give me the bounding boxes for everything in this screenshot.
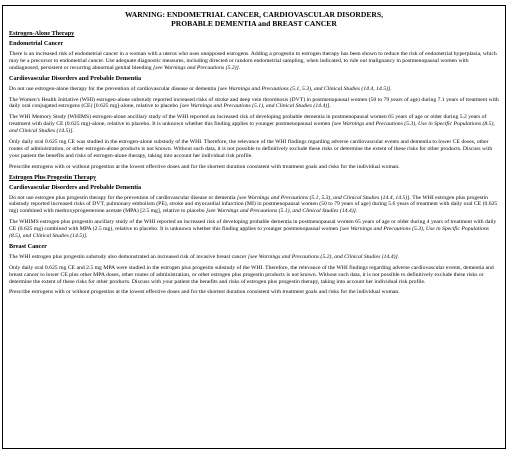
section-heading-estrogen-alone: Estrogen-Alone Therapy (9, 30, 75, 38)
paragraph-cardio-alone-1 (9, 86, 499, 93)
paragraph-breast-1 (9, 254, 499, 261)
reference-text: [see Warnings and Precautions (5.3), Use in Specific Populations (8.5), and Clinical Studies (14.5)]. (9, 121, 495, 135)
paragraph-endometrial-1 (9, 51, 499, 72)
reference-text: [see Warnings and Precautions (5.2)]. (153, 64, 241, 71)
reference-text: [see Warnings and Precautions (5.2), and Clinical Studies (14.4)]. (247, 253, 400, 260)
paragraph-cardio-alone-2 (9, 97, 499, 111)
paragraph-cardio-alone-3 (9, 114, 499, 135)
warning-title-line-1: WARNING: ENDOMETRIAL CANCER, CARDIOVASCULAR DISORDERS, (124, 10, 384, 19)
warning-title-line-2: PROBABLE DEMENTIA and BREAST CANCER (171, 18, 337, 28)
paragraph-breast-3: Prescribe estrogens with or without progestins at the lowest effective doses and for the shortest duration consistent with treatment goals and risks for the individual woman. (9, 289, 400, 296)
paragraph-cardio-progestin-2 (9, 219, 499, 240)
boxed-warning (2, 5, 506, 449)
section-heading-estrogen-plus-progestin: Estrogen Plus Progestin Therapy (9, 173, 97, 181)
reference-text: [see Warnings and Precautions (5.3), Use in Specific Populations (8.5), and Clinical Studies (14.5)]. (9, 226, 489, 240)
reference-text: [see Warnings and Precautions (5.1), and Clinical Studies (14.4)]. (179, 103, 331, 110)
paragraph-cardio-alone-4: Only daily oral 0.625 mg CE was studied in the estrogen-alone substudy of the WHI. Therefore, the relevance of the WHI findings regarding adverse cardiovascular events and dementia to lower CE doses, other routes of administration, or other estrogen-alone products is not known. Without such data, it is not possible to definitively exclude these risks or determine the extent of these risks for other products. Discuss with your patient the benefits and risks of estrogen-alone therapy, taking into account her individual risk profile. (9, 139, 493, 159)
paragraph-text: The WHI estrogen plus progestin substudy also demonstrated an increased risk of invasive breast cancer (9, 253, 247, 260)
paragraph-cardio-progestin-1 (9, 195, 499, 216)
subheading-endometrial-cancer: Endometrial Cancer (9, 40, 64, 48)
paragraph-text: The Women's Health Initiative (WHI) estrogen-alone substudy reported increased risks of stroke and deep vein thrombosis (DVT) in postmenopausal women (50 to 79 years of age) during 7.1 years of treatment with daily oral conjugated estrogens (CE) [0.625 mg]-alone, relative to placebo (9, 96, 499, 110)
subheading-cardiovascular-estrogen-progestin: Cardiovascular Disorders and Probable Dementia (9, 183, 142, 191)
warning-title (9, 11, 499, 28)
reference-text: [see Warnings and Precautions (5.1), and Clinical Studies (14.4)]. (206, 208, 358, 215)
reference-text: [see Warnings and Precautions (5.1, 5.3), and Clinical Studies (14.4, 14.5)]. (217, 85, 392, 92)
reference-text: [see Warnings and Precautions (5.1, 5.3), and Clinical Studies (14.4, 14.5)]. (236, 194, 411, 201)
paragraph-cardio-alone-5: Prescribe estrogens with or without progestins at the lowest effective doses and for the shortest duration consistent with treatment goals and risks for the individual woman. (9, 163, 400, 170)
paragraph-text: The WHIMS estrogen plus progestin ancillary study of the WHI reported an increased risk of developing probable dementia in postmenopausal women 65 years of age or older during 4 years of treatment with daily CE (0.625 mg) combined with MPA (2.5 mg), relative to placebo. It is unknown whether this finding applies to younger postmenopausal women (9, 219, 497, 233)
paragraph-text: Do not use estrogen-alone therapy for the prevention of cardiovascular disease or dementia (9, 85, 217, 92)
paragraph-text: Do not use estrogen plus progestin therapy for the prevention of cardiovascular disease or dementia (9, 194, 236, 201)
paragraph-text: The WHI estrogen plus progestin substudy reported increased risks of DVT, pulmonary embolism (PE), stroke and myocardial infarction (MI) in postmenopausal women (50 to 79 years of age) during 5.6 years of treatment with daily oral CE (0.625 mg) combined with medroxyprogesterone acetate (MPA) [2.5 mg], relative to placebo (9, 194, 498, 215)
paragraph-breast-2: Only daily oral 0.625 mg CE and 2.5 mg MPA were studied in the estrogen plus progestin substudy of the WHI. Therefore, the relevance of the WHI findings regarding adverse cardiovascular events, dementia and breast cancer to lower CE plus other MPA doses, other routes of administration, or other estrogen plus progestin products is not known. Without such data, it is not possible to definitively exclude these risks or determine the extent of these risks for other products. Discuss with your patient the benefits and risks of estrogen plus progestin therapy, taking into account her individual risk profile. (9, 264, 494, 285)
paragraph-text: The WHI Memory Study (WHIMS) estrogen-alone ancillary study of the WHI reported an increased risk of developing probable dementia in postmenopausal women 65 years of age or older during 5.2 years of treatment with daily CE (0.625 mg)-alone, relative to placebo. It is unknown whether this finding applies to younger postmenopausal women (9, 114, 487, 128)
paragraph-text: There is an increased risk of endometrial cancer in a woman with a uterus who uses unopposed estrogens. Adding a progestin to estrogen therapy has been shown to reduce the risk of endometrial hyperplasia, which may be a precursor to endometrial cancer. Use adequate diagnostic measures, including directed or random endometrial sampling, when indicated, to rule out malignancy in postmenopausal women with undiagnosed, persistent or recurring abnormal genital bleeding (9, 51, 497, 71)
subheading-breast-cancer: Breast Cancer (9, 242, 47, 250)
subheading-cardiovascular-estrogen-alone: Cardiovascular Disorders and Probable Dementia (9, 74, 142, 82)
